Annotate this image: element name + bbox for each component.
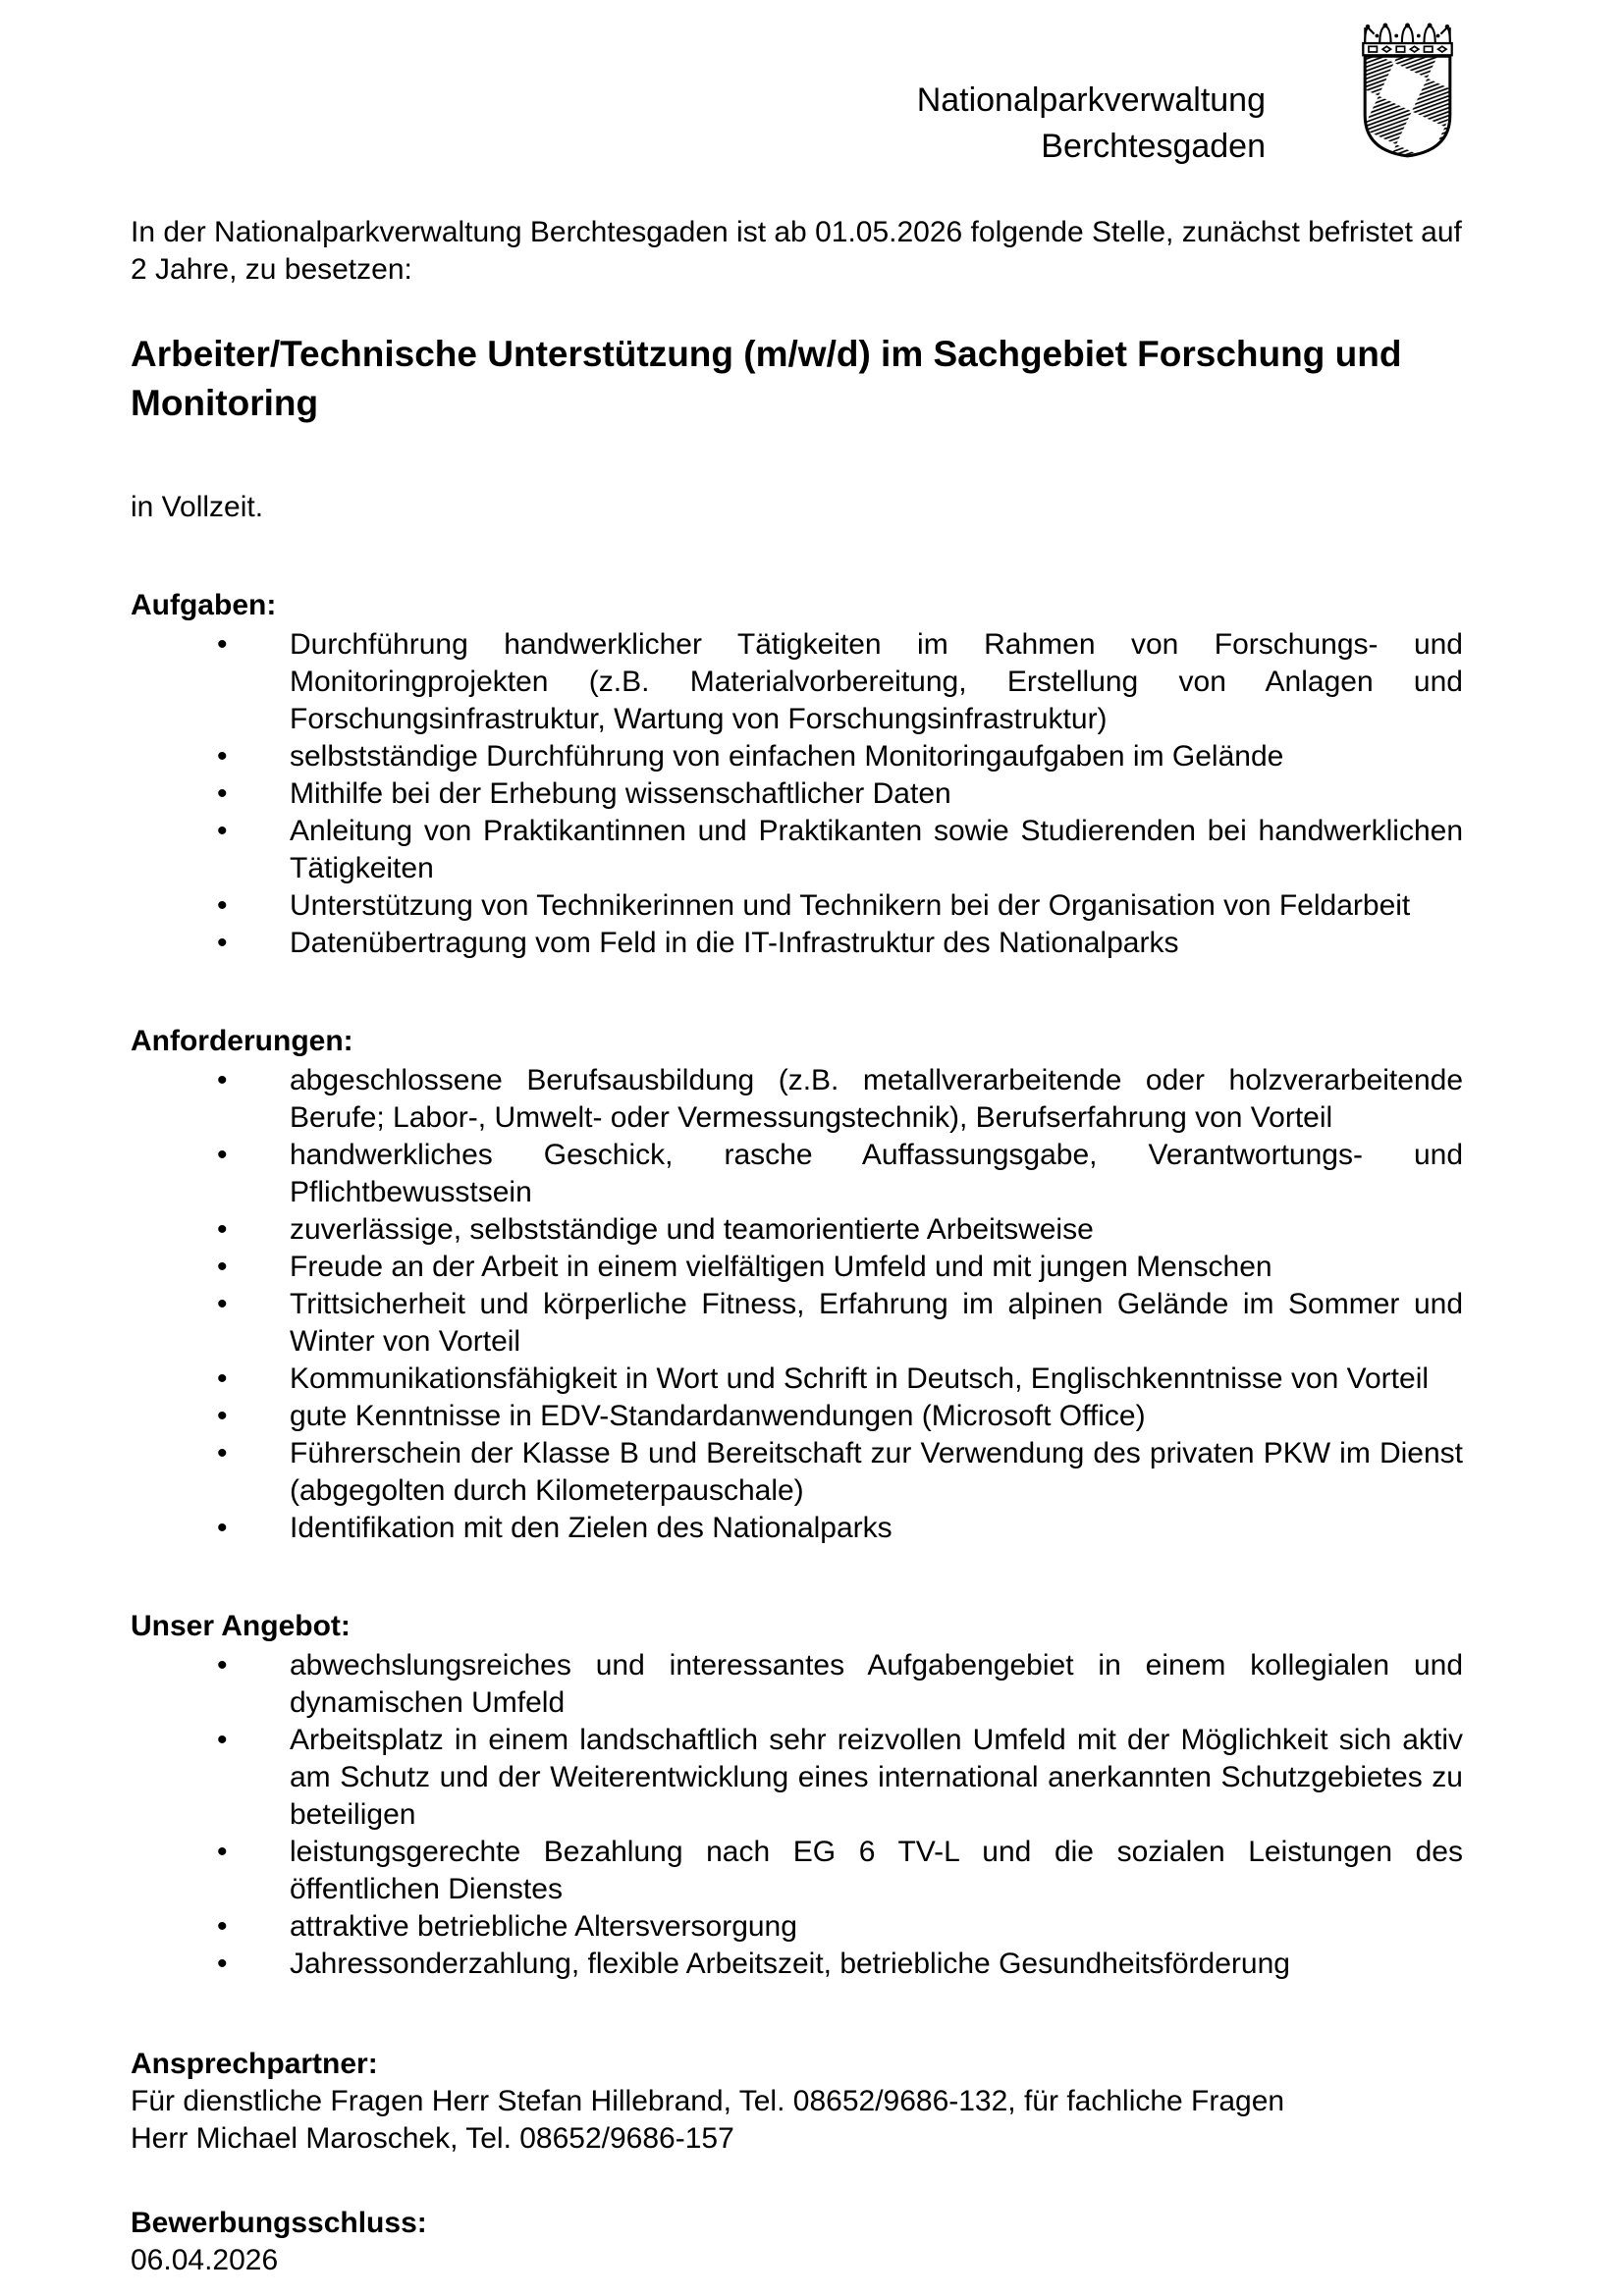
contact-heading: Ansprechpartner: [131, 2048, 378, 2080]
section-anforderungen [131, 1023, 1463, 1547]
contact-line: Für dienstliche Fragen Herr Stefan Hillebrand, Tel. 08652/9686-132, für fachliche Fragen [131, 2085, 1285, 2117]
list-item: • Anleitung von Praktikantinnen und Praktikanten sowie Studierenden bei handwerklichen Tätigkeiten [131, 813, 1463, 887]
section-unser-angebot [131, 1608, 1463, 1983]
section-unser-angebot-heading: Unser Angebot: [131, 1610, 351, 1642]
list-item: • Kommunikationsfähigkeit in Wort und Schrift in Deutsch, Englischkenntnisse von Vorteil [131, 1361, 1463, 1398]
list-item: • abgeschlossene Berufsausbildung (z.B. metallverarbeitende oder holzverarbeitende Berufe; Labor-, Umwelt- oder Vermessungstechnik), Berufserfahrung von Vorteil [131, 1062, 1463, 1137]
list-item: • Jahressonderzahlung, flexible Arbeitszeit, betriebliche Gesundheitsförderung [131, 1946, 1463, 1983]
organization-name-line1: Nationalparkverwaltung [916, 81, 1266, 119]
list-item: • Mithilfe bei der Erhebung wissenschaftlicher Daten [131, 775, 1463, 813]
deadline-section [131, 2205, 1463, 2279]
deadline-heading: Bewerbungsschluss: [131, 2207, 427, 2239]
aufgaben-list [131, 626, 1463, 962]
section-aufgaben [131, 587, 1463, 962]
list-item: • leistungsgerechte Bezahlung nach EG 6 TV-L und die sozialen Leistungen des öffentlichen Dienstes [131, 1834, 1463, 1908]
list-item: • handwerkliches Geschick, rasche Auffassungsgabe, Verantwortungs- und Pflichtbewusstsein [131, 1137, 1463, 1211]
list-item: • selbstständige Durchführung von einfachen Monitoringaufgaben im Gelände [131, 738, 1463, 775]
list-item: • Unterstützung von Technikerinnen und Technikern bei der Organisation von Feldarbeit [131, 887, 1463, 925]
anforderungen-list [131, 1062, 1463, 1547]
list-item: • abwechslungsreiches und interessantes Aufgabengebiet in einem kollegialen und dynamischen Umfeld [131, 1647, 1463, 1722]
contact-section [131, 2046, 1463, 2158]
section-aufgaben-heading: Aufgaben: [131, 589, 277, 621]
list-item: • Durchführung handwerklicher Tätigkeiten im Rahmen von Forschungs- und Monitoringprojekten (z.B. Materialvorbereitung, Erstellung von Anlagen und Forschungsinfrastruktur, Wartung von Forschungsinfrastruktur) [131, 626, 1463, 738]
list-item: • Freude an der Arbeit in einem vielfältigen Umfeld und mit jungen Menschen [131, 1249, 1463, 1286]
list-item: • Trittsicherheit und körperliche Fitness, Erfahrung im alpinen Gelände im Sommer und Winter von Vorteil [131, 1286, 1463, 1361]
bavaria-coat-of-arms-icon [1352, 23, 1463, 170]
organization-name-line2: Berchtesgaden [1041, 128, 1266, 165]
intro-paragraph: In der Nationalparkverwaltung Berchtesgaden ist ab 01.05.2026 folgende Stelle, zunächst befristet auf 2 Jahre, zu besetzen: [131, 216, 1462, 286]
letterhead [131, 23, 1463, 170]
list-item: • Arbeitsplatz in einem landschaftlich sehr reizvollen Umfeld mit der Möglichkeit sich aktiv am Schutz und der Weiterentwicklung eines international anerkannten Schutzgebietes zu beteiligen [131, 1722, 1463, 1834]
employment-type: in Vollzeit. [131, 491, 264, 523]
list-item: • Datenübertragung vom Feld in die IT-Infrastruktur des Nationalparks [131, 925, 1463, 962]
list-item: • zuverlässige, selbstständige und teamorientierte Arbeitsweise [131, 1211, 1463, 1249]
section-anforderungen-heading: Anforderungen: [131, 1025, 353, 1057]
list-item: • Führerschein der Klasse B und Bereitschaft zur Verwendung des privaten PKW im Dienst (abgegolten durch Kilometerpauschale) [131, 1435, 1463, 1510]
contact-line: Herr Michael Maroschek, Tel. 08652/9686-157 [131, 2122, 734, 2155]
list-item: • attraktive betriebliche Altersversorgung [131, 1908, 1463, 1946]
job-title: Arbeiter/Technische Unterstützung (m/w/d) im Sachgebiet Forschung und Monitoring [131, 334, 1402, 423]
list-item: • Identifikation mit den Zielen des Nationalparks [131, 1510, 1463, 1547]
list-item: • gute Kenntnisse in EDV-Standardanwendungen (Microsoft Office) [131, 1398, 1463, 1435]
unser-angebot-list [131, 1647, 1463, 1983]
deadline-date: 06.04.2026 [131, 2244, 279, 2276]
organization-name [917, 23, 1266, 170]
